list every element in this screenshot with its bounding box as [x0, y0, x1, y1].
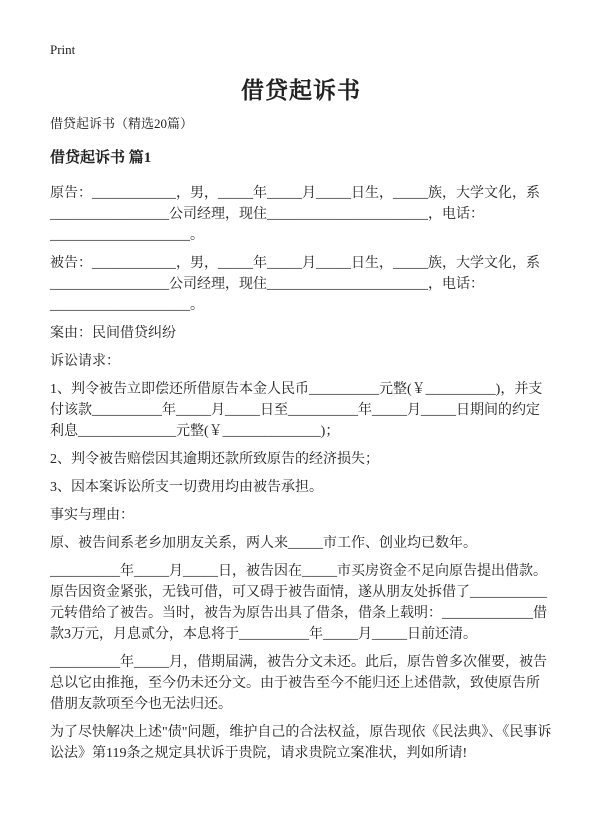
fact-paragraph-3: __________年_____月，借期届满，被告分文未还。此后，原告曾多次催要，被告总以它由推拖，至今仍未还分文。由于被告至今不能归还上述借款，致使原告所借朋友款项至今也无法归还。	[50, 655, 547, 712]
doc-subtitle: 借贷起诉书（精选20篇）	[50, 116, 194, 131]
page-title: 借贷起诉书	[241, 78, 361, 103]
plaintiff-paragraph: 原告：____________，男，_____年_____月_____日生，_____族，大学文化，系_________________公司经理，现住_______________________，电话：____________________。	[50, 186, 540, 243]
facts-heading: 事实与理由：	[50, 508, 134, 523]
claim-item-3: 3、因本案诉讼所支一切费用均由被告承担。	[50, 480, 323, 495]
document-body	[50, 183, 552, 764]
closing-paragraph: 为了尽快解决上述"债"问题，维护自己的合法权益，原告现依《民法典》、《民事诉讼法》第119条之规定具状诉于贵院，请求贵院立案准状，判如所请!	[50, 725, 552, 761]
claims-heading: 诉讼请求：	[50, 354, 120, 369]
cause-line: 案由：民间借贷纠纷	[50, 326, 176, 341]
claim-item-1: 1、判令被告立即偿还所借原告本金人民币__________元整(￥__________)，并支付该款__________年_____月_____日至__________年_____月_____日期间的约定利息______________元整(￥______________)；	[50, 382, 543, 439]
print-button[interactable]: Print	[50, 42, 76, 57]
claim-item-2: 2、判令被告赔偿因其逾期还款所致原告的经济损失；	[50, 452, 379, 467]
fact-paragraph-2: __________年_____月_____日，被告因在_____市买房资金不足向原告提出借款。原告因资金紧张，无钱可借，可又碍于被告面情，遂从朋友处拆借了___________元转借给了被告。当时，被告为原告出具了借条，借条上载明：_____________借款3万元，月息贰分，本息将于__________年_____月_____日前还清。	[50, 564, 547, 642]
section-heading: 借贷起诉书 篇1	[50, 150, 152, 166]
fact-paragraph-1: 原、被告间系老乡加朋友关系，两人来_____市工作、创业均已数年。	[50, 536, 477, 551]
defendant-paragraph: 被告：____________，男，_____年_____月_____日生，_____族，大学文化，系_________________公司经理，现住_______________________，电话：____________________。	[50, 256, 540, 313]
